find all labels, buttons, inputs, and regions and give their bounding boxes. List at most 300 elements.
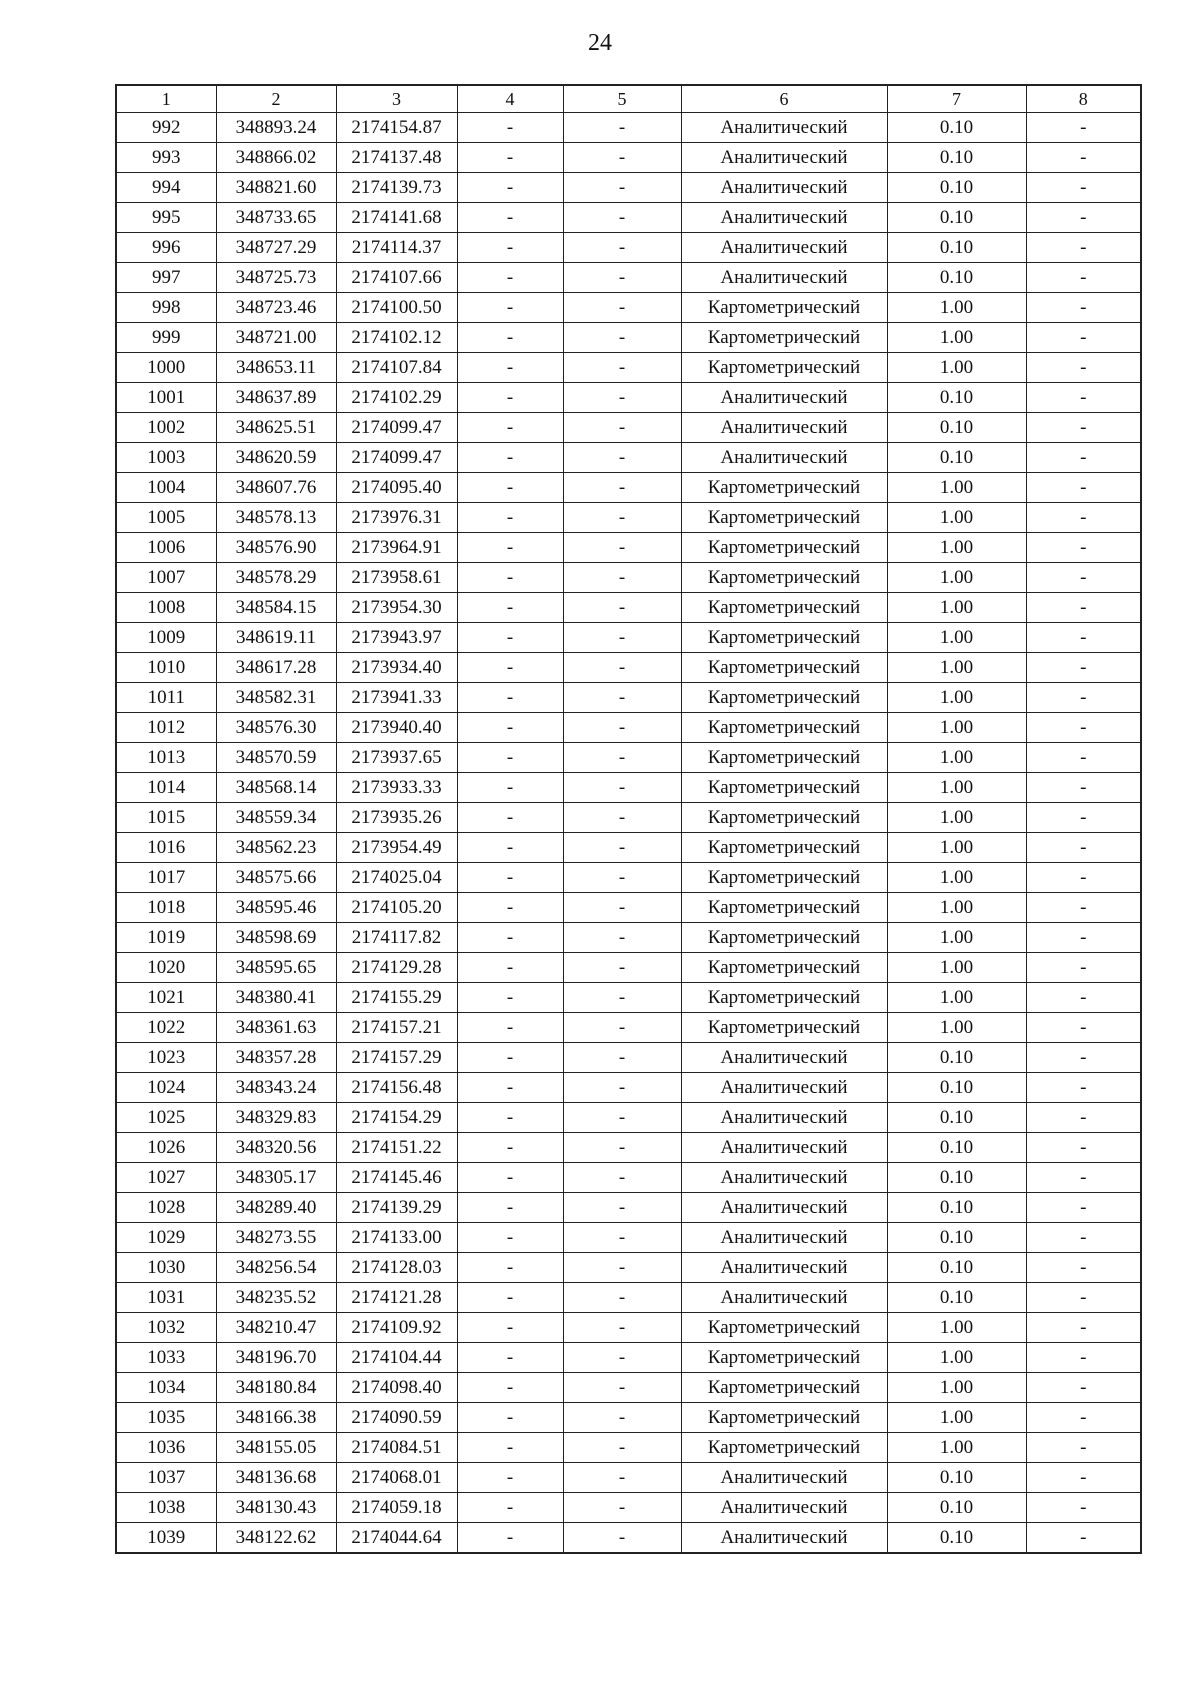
method-cell: Аналитический: [681, 1493, 887, 1523]
accuracy-cell: 0.10: [887, 263, 1026, 293]
column-5-cell: -: [563, 893, 681, 923]
column-4-cell: -: [457, 923, 563, 953]
x-coordinate-cell: 348320.56: [216, 1133, 336, 1163]
point-number-cell: 1025: [116, 1103, 216, 1133]
point-number-cell: 1010: [116, 653, 216, 683]
accuracy-cell: 1.00: [887, 833, 1026, 863]
column-4-cell: -: [457, 773, 563, 803]
y-coordinate-cell: 2174109.92: [336, 1313, 457, 1343]
table-row: [116, 443, 1141, 473]
column-header: 3: [336, 85, 457, 113]
column-header: 2: [216, 85, 336, 113]
point-number-cell: 1032: [116, 1313, 216, 1343]
column-8-cell: -: [1026, 1073, 1141, 1103]
column-4-cell: -: [457, 1103, 563, 1133]
accuracy-cell: 1.00: [887, 923, 1026, 953]
column-4-cell: -: [457, 983, 563, 1013]
point-number-cell: 1022: [116, 1013, 216, 1043]
table-row: [116, 1403, 1141, 1433]
point-number-cell: 1003: [116, 443, 216, 473]
point-number-cell: 1015: [116, 803, 216, 833]
x-coordinate-cell: 348273.55: [216, 1223, 336, 1253]
y-coordinate-cell: 2173934.40: [336, 653, 457, 683]
method-cell: Картометрический: [681, 1403, 887, 1433]
accuracy-cell: 1.00: [887, 893, 1026, 923]
accuracy-cell: 0.10: [887, 1193, 1026, 1223]
table-row: [116, 653, 1141, 683]
table-row: [116, 1193, 1141, 1223]
x-coordinate-cell: 348625.51: [216, 413, 336, 443]
column-8-cell: -: [1026, 713, 1141, 743]
point-number-cell: 1024: [116, 1073, 216, 1103]
column-5-cell: -: [563, 1163, 681, 1193]
x-coordinate-cell: 348725.73: [216, 263, 336, 293]
x-coordinate-cell: 348733.65: [216, 203, 336, 233]
y-coordinate-cell: 2174102.12: [336, 323, 457, 353]
column-4-cell: -: [457, 563, 563, 593]
column-5-cell: -: [563, 953, 681, 983]
method-cell: Аналитический: [681, 1463, 887, 1493]
x-coordinate-cell: 348122.62: [216, 1523, 336, 1554]
column-4-cell: -: [457, 293, 563, 323]
method-cell: Аналитический: [681, 1073, 887, 1103]
x-coordinate-cell: 348582.31: [216, 683, 336, 713]
point-number-cell: 1031: [116, 1283, 216, 1313]
column-8-cell: -: [1026, 833, 1141, 863]
x-coordinate-cell: 348598.69: [216, 923, 336, 953]
accuracy-cell: 0.10: [887, 143, 1026, 173]
column-8-cell: -: [1026, 503, 1141, 533]
accuracy-cell: 1.00: [887, 803, 1026, 833]
x-coordinate-cell: 348595.46: [216, 893, 336, 923]
accuracy-cell: 1.00: [887, 1373, 1026, 1403]
point-number-cell: 1033: [116, 1343, 216, 1373]
y-coordinate-cell: 2174099.47: [336, 413, 457, 443]
column-4-cell: -: [457, 863, 563, 893]
point-number-cell: 1028: [116, 1193, 216, 1223]
column-8-cell: -: [1026, 1043, 1141, 1073]
point-number-cell: 1034: [116, 1373, 216, 1403]
point-number-cell: 1021: [116, 983, 216, 1013]
x-coordinate-cell: 348329.83: [216, 1103, 336, 1133]
point-number-cell: 1014: [116, 773, 216, 803]
x-coordinate-cell: 348637.89: [216, 383, 336, 413]
column-header: 4: [457, 85, 563, 113]
column-5-cell: -: [563, 1103, 681, 1133]
column-4-cell: -: [457, 833, 563, 863]
column-4-cell: -: [457, 1223, 563, 1253]
column-5-cell: -: [563, 233, 681, 263]
column-8-cell: -: [1026, 1013, 1141, 1043]
x-coordinate-cell: 348235.52: [216, 1283, 336, 1313]
column-8-cell: -: [1026, 1163, 1141, 1193]
x-coordinate-cell: 348562.23: [216, 833, 336, 863]
method-cell: Аналитический: [681, 1193, 887, 1223]
y-coordinate-cell: 2174141.68: [336, 203, 457, 233]
y-coordinate-cell: 2173954.49: [336, 833, 457, 863]
x-coordinate-cell: 348155.05: [216, 1433, 336, 1463]
x-coordinate-cell: 348578.13: [216, 503, 336, 533]
y-coordinate-cell: 2173940.40: [336, 713, 457, 743]
column-8-cell: -: [1026, 803, 1141, 833]
column-5-cell: -: [563, 1403, 681, 1433]
column-5-cell: -: [563, 563, 681, 593]
y-coordinate-cell: 2173943.97: [336, 623, 457, 653]
method-cell: Аналитический: [681, 263, 887, 293]
column-4-cell: -: [457, 623, 563, 653]
y-coordinate-cell: 2174157.21: [336, 1013, 457, 1043]
column-8-cell: -: [1026, 533, 1141, 563]
column-4-cell: -: [457, 1493, 563, 1523]
column-8-cell: -: [1026, 1343, 1141, 1373]
y-coordinate-cell: 2174137.48: [336, 143, 457, 173]
column-5-cell: -: [563, 443, 681, 473]
method-cell: Аналитический: [681, 113, 887, 143]
column-8-cell: -: [1026, 413, 1141, 443]
method-cell: Картометрический: [681, 743, 887, 773]
point-number-cell: 1035: [116, 1403, 216, 1433]
y-coordinate-cell: 2174154.29: [336, 1103, 457, 1133]
column-4-cell: -: [457, 653, 563, 683]
table-row: [116, 623, 1141, 653]
accuracy-cell: 1.00: [887, 623, 1026, 653]
method-cell: Картометрический: [681, 863, 887, 893]
accuracy-cell: 0.10: [887, 1223, 1026, 1253]
accuracy-cell: 0.10: [887, 1283, 1026, 1313]
table-row: [116, 203, 1141, 233]
column-4-cell: -: [457, 413, 563, 443]
column-8-cell: -: [1026, 1493, 1141, 1523]
method-cell: Картометрический: [681, 323, 887, 353]
x-coordinate-cell: 348619.11: [216, 623, 336, 653]
column-4-cell: -: [457, 1463, 563, 1493]
column-4-cell: -: [457, 383, 563, 413]
column-8-cell: -: [1026, 1463, 1141, 1493]
y-coordinate-cell: 2173937.65: [336, 743, 457, 773]
method-cell: Картометрический: [681, 803, 887, 833]
table-row: [116, 1163, 1141, 1193]
point-number-cell: 1018: [116, 893, 216, 923]
column-4-cell: -: [457, 1253, 563, 1283]
y-coordinate-cell: 2174121.28: [336, 1283, 457, 1313]
column-8-cell: -: [1026, 1433, 1141, 1463]
accuracy-cell: 1.00: [887, 293, 1026, 323]
y-coordinate-cell: 2174114.37: [336, 233, 457, 263]
accuracy-cell: 1.00: [887, 1013, 1026, 1043]
x-coordinate-cell: 348866.02: [216, 143, 336, 173]
column-5-cell: -: [563, 923, 681, 953]
column-8-cell: -: [1026, 1313, 1141, 1343]
coordinates-table: [115, 84, 1142, 1554]
accuracy-cell: 1.00: [887, 1343, 1026, 1373]
method-cell: Аналитический: [681, 1103, 887, 1133]
y-coordinate-cell: 2174154.87: [336, 113, 457, 143]
accuracy-cell: 1.00: [887, 533, 1026, 563]
accuracy-cell: 0.10: [887, 383, 1026, 413]
point-number-cell: 1001: [116, 383, 216, 413]
accuracy-cell: 0.10: [887, 1073, 1026, 1103]
y-coordinate-cell: 2174095.40: [336, 473, 457, 503]
column-8-cell: -: [1026, 1253, 1141, 1283]
x-coordinate-cell: 348607.76: [216, 473, 336, 503]
point-number-cell: 992: [116, 113, 216, 143]
method-cell: Картометрический: [681, 683, 887, 713]
column-5-cell: -: [563, 1493, 681, 1523]
accuracy-cell: 0.10: [887, 1133, 1026, 1163]
column-8-cell: -: [1026, 113, 1141, 143]
column-4-cell: -: [457, 533, 563, 563]
column-4-cell: -: [457, 953, 563, 983]
column-5-cell: -: [563, 533, 681, 563]
x-coordinate-cell: 348617.28: [216, 653, 336, 683]
accuracy-cell: 1.00: [887, 353, 1026, 383]
x-coordinate-cell: 348595.65: [216, 953, 336, 983]
point-number-cell: 1013: [116, 743, 216, 773]
column-4-cell: -: [457, 1043, 563, 1073]
page-number: 24: [588, 30, 612, 56]
column-5-cell: -: [563, 383, 681, 413]
column-5-cell: -: [563, 1433, 681, 1463]
column-8-cell: -: [1026, 743, 1141, 773]
accuracy-cell: 1.00: [887, 683, 1026, 713]
column-4-cell: -: [457, 353, 563, 383]
accuracy-cell: 0.10: [887, 173, 1026, 203]
accuracy-cell: 1.00: [887, 473, 1026, 503]
y-coordinate-cell: 2173933.33: [336, 773, 457, 803]
column-5-cell: -: [563, 683, 681, 713]
x-coordinate-cell: 348256.54: [216, 1253, 336, 1283]
accuracy-cell: 0.10: [887, 1253, 1026, 1283]
table-row: [116, 923, 1141, 953]
column-5-cell: -: [563, 1523, 681, 1554]
x-coordinate-cell: 348380.41: [216, 983, 336, 1013]
table-row: [116, 713, 1141, 743]
column-5-cell: -: [563, 173, 681, 203]
table-body: [116, 113, 1141, 1554]
column-5-cell: -: [563, 1373, 681, 1403]
column-8-cell: -: [1026, 1283, 1141, 1313]
accuracy-cell: 1.00: [887, 1403, 1026, 1433]
column-5-cell: -: [563, 353, 681, 383]
accuracy-cell: 0.10: [887, 113, 1026, 143]
method-cell: Аналитический: [681, 1253, 887, 1283]
method-cell: Картометрический: [681, 593, 887, 623]
column-4-cell: -: [457, 1403, 563, 1433]
column-4-cell: -: [457, 1013, 563, 1043]
point-number-cell: 1026: [116, 1133, 216, 1163]
table-row: [116, 1223, 1141, 1253]
point-number-cell: 1004: [116, 473, 216, 503]
point-number-cell: 1007: [116, 563, 216, 593]
table-row: [116, 263, 1141, 293]
x-coordinate-cell: 348210.47: [216, 1313, 336, 1343]
column-4-cell: -: [457, 1283, 563, 1313]
y-coordinate-cell: 2174155.29: [336, 983, 457, 1013]
column-4-cell: -: [457, 173, 563, 203]
accuracy-cell: 1.00: [887, 1313, 1026, 1343]
table-row: [116, 743, 1141, 773]
y-coordinate-cell: 2174128.03: [336, 1253, 457, 1283]
y-coordinate-cell: 2173954.30: [336, 593, 457, 623]
column-5-cell: -: [563, 1253, 681, 1283]
y-coordinate-cell: 2174105.20: [336, 893, 457, 923]
column-4-cell: -: [457, 113, 563, 143]
column-header: 6: [681, 85, 887, 113]
point-number-cell: 1030: [116, 1253, 216, 1283]
column-8-cell: -: [1026, 443, 1141, 473]
column-8-cell: -: [1026, 923, 1141, 953]
x-coordinate-cell: 348559.34: [216, 803, 336, 833]
x-coordinate-cell: 348305.17: [216, 1163, 336, 1193]
column-5-cell: -: [563, 1043, 681, 1073]
table-row: [116, 293, 1141, 323]
point-number-cell: 1008: [116, 593, 216, 623]
y-coordinate-cell: 2174117.82: [336, 923, 457, 953]
method-cell: Картометрический: [681, 773, 887, 803]
table-row: [116, 1373, 1141, 1403]
accuracy-cell: 1.00: [887, 773, 1026, 803]
column-4-cell: -: [457, 1433, 563, 1463]
table-row: [116, 893, 1141, 923]
y-coordinate-cell: 2174133.00: [336, 1223, 457, 1253]
y-coordinate-cell: 2174059.18: [336, 1493, 457, 1523]
column-4-cell: -: [457, 803, 563, 833]
column-8-cell: -: [1026, 323, 1141, 353]
column-5-cell: -: [563, 983, 681, 1013]
method-cell: Картометрический: [681, 533, 887, 563]
x-coordinate-cell: 348893.24: [216, 113, 336, 143]
table-row: [116, 1433, 1141, 1463]
x-coordinate-cell: 348620.59: [216, 443, 336, 473]
point-number-cell: 1029: [116, 1223, 216, 1253]
x-coordinate-cell: 348196.70: [216, 1343, 336, 1373]
column-5-cell: -: [563, 503, 681, 533]
x-coordinate-cell: 348584.15: [216, 593, 336, 623]
column-8-cell: -: [1026, 773, 1141, 803]
x-coordinate-cell: 348166.38: [216, 1403, 336, 1433]
column-8-cell: -: [1026, 233, 1141, 263]
point-number-cell: 1037: [116, 1463, 216, 1493]
column-4-cell: -: [457, 893, 563, 923]
method-cell: Аналитический: [681, 413, 887, 443]
method-cell: Картометрический: [681, 1313, 887, 1343]
point-number-cell: 997: [116, 263, 216, 293]
column-5-cell: -: [563, 413, 681, 443]
point-number-cell: 1036: [116, 1433, 216, 1463]
accuracy-cell: 0.10: [887, 203, 1026, 233]
accuracy-cell: 0.10: [887, 1463, 1026, 1493]
method-cell: Картометрический: [681, 893, 887, 923]
y-coordinate-cell: 2174090.59: [336, 1403, 457, 1433]
method-cell: Аналитический: [681, 443, 887, 473]
table-row: [116, 1013, 1141, 1043]
method-cell: Картометрический: [681, 923, 887, 953]
x-coordinate-cell: 348289.40: [216, 1193, 336, 1223]
point-number-cell: 1020: [116, 953, 216, 983]
method-cell: Картометрический: [681, 1433, 887, 1463]
y-coordinate-cell: 2174139.29: [336, 1193, 457, 1223]
y-coordinate-cell: 2173935.26: [336, 803, 457, 833]
point-number-cell: 1017: [116, 863, 216, 893]
column-5-cell: -: [563, 743, 681, 773]
y-coordinate-cell: 2173958.61: [336, 563, 457, 593]
table-row: [116, 113, 1141, 143]
column-4-cell: -: [457, 143, 563, 173]
point-number-cell: 1000: [116, 353, 216, 383]
method-cell: Картометрический: [681, 1343, 887, 1373]
accuracy-cell: 1.00: [887, 593, 1026, 623]
column-8-cell: -: [1026, 383, 1141, 413]
point-number-cell: 1005: [116, 503, 216, 533]
table-row: [116, 1133, 1141, 1163]
column-4-cell: -: [457, 1343, 563, 1373]
column-8-cell: -: [1026, 203, 1141, 233]
y-coordinate-cell: 2174145.46: [336, 1163, 457, 1193]
table-header-row: [116, 85, 1141, 113]
point-number-cell: 1009: [116, 623, 216, 653]
accuracy-cell: 1.00: [887, 653, 1026, 683]
y-coordinate-cell: 2174156.48: [336, 1073, 457, 1103]
column-8-cell: -: [1026, 1373, 1141, 1403]
accuracy-cell: 1.00: [887, 323, 1026, 353]
table-row: [116, 563, 1141, 593]
column-5-cell: -: [563, 653, 681, 683]
column-4-cell: -: [457, 323, 563, 353]
point-number-cell: 1012: [116, 713, 216, 743]
column-5-cell: -: [563, 833, 681, 863]
column-4-cell: -: [457, 713, 563, 743]
column-5-cell: -: [563, 143, 681, 173]
column-4-cell: -: [457, 1193, 563, 1223]
x-coordinate-cell: 348357.28: [216, 1043, 336, 1073]
column-8-cell: -: [1026, 263, 1141, 293]
column-5-cell: -: [563, 713, 681, 743]
method-cell: Аналитический: [681, 1163, 887, 1193]
point-number-cell: 1019: [116, 923, 216, 953]
y-coordinate-cell: 2173976.31: [336, 503, 457, 533]
column-5-cell: -: [563, 623, 681, 653]
x-coordinate-cell: 348576.90: [216, 533, 336, 563]
y-coordinate-cell: 2174084.51: [336, 1433, 457, 1463]
x-coordinate-cell: 348723.46: [216, 293, 336, 323]
accuracy-cell: 0.10: [887, 1523, 1026, 1554]
method-cell: Аналитический: [681, 1043, 887, 1073]
column-5-cell: -: [563, 773, 681, 803]
y-coordinate-cell: 2174157.29: [336, 1043, 457, 1073]
column-5-cell: -: [563, 1223, 681, 1253]
column-8-cell: -: [1026, 1523, 1141, 1554]
table-row: [116, 503, 1141, 533]
column-header: 8: [1026, 85, 1141, 113]
x-coordinate-cell: 348130.43: [216, 1493, 336, 1523]
point-number-cell: 1002: [116, 413, 216, 443]
x-coordinate-cell: 348568.14: [216, 773, 336, 803]
table-row: [116, 1253, 1141, 1283]
accuracy-cell: 0.10: [887, 443, 1026, 473]
table-row: [116, 323, 1141, 353]
y-coordinate-cell: 2174151.22: [336, 1133, 457, 1163]
accuracy-cell: 0.10: [887, 1163, 1026, 1193]
column-8-cell: -: [1026, 653, 1141, 683]
column-4-cell: -: [457, 263, 563, 293]
y-coordinate-cell: 2174107.84: [336, 353, 457, 383]
x-coordinate-cell: 348727.29: [216, 233, 336, 263]
column-5-cell: -: [563, 293, 681, 323]
column-4-cell: -: [457, 593, 563, 623]
column-4-cell: -: [457, 473, 563, 503]
x-coordinate-cell: 348578.29: [216, 563, 336, 593]
accuracy-cell: 0.10: [887, 1103, 1026, 1133]
